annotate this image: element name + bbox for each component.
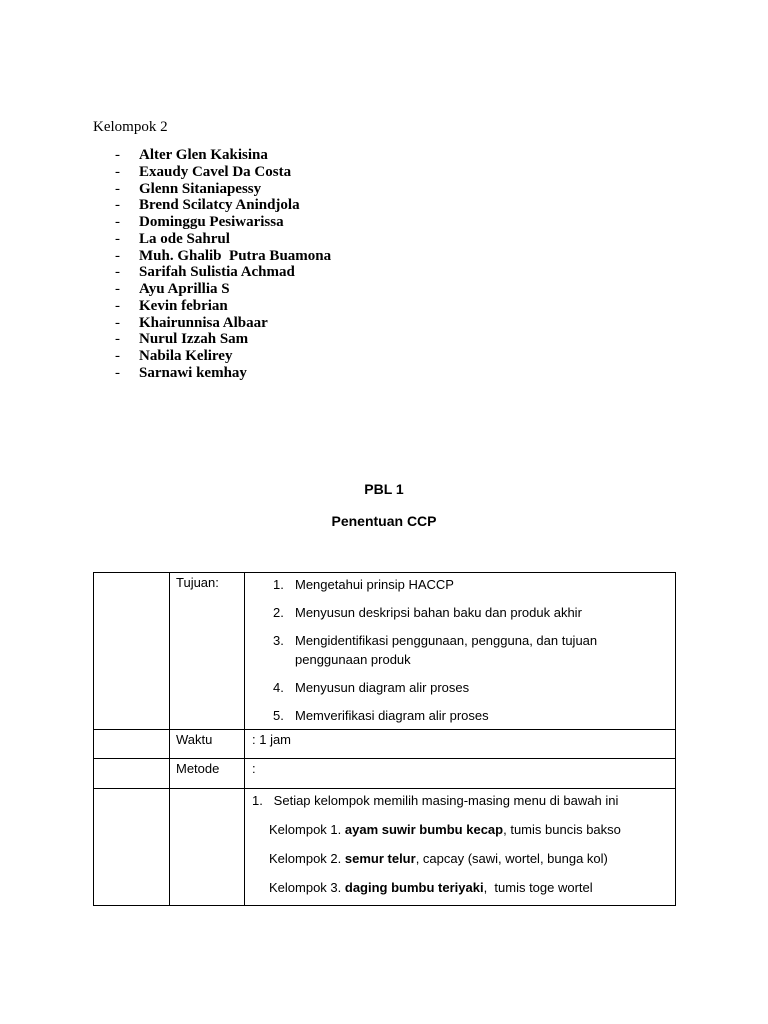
list-dash: - — [115, 214, 120, 230]
member-name: Kevin febrian — [139, 297, 228, 314]
item-text: Menyusun deskripsi bahan baku dan produk akhir — [295, 605, 582, 620]
table-row-tujuan — [94, 573, 676, 730]
empty-cell — [94, 759, 170, 789]
member-name: Alter Glen Kakisina — [139, 147, 268, 163]
list-dash: - — [115, 197, 120, 214]
table-row-method-detail — [94, 789, 676, 906]
member-name: Khairunnisa Albaar — [139, 314, 268, 331]
metode-label: Metode — [176, 761, 220, 776]
item-text: Menyusun diagram alir proses — [295, 680, 470, 695]
list-item — [115, 248, 331, 265]
method-detail-cell — [245, 789, 676, 906]
list-dash: - — [115, 264, 120, 281]
waktu-value: : 1 jam — [252, 732, 292, 747]
member-name: La ode Sahrul — [139, 230, 230, 247]
ccp-table — [93, 572, 676, 906]
list-item — [273, 631, 635, 669]
list-item — [115, 181, 331, 198]
list-dash: - — [115, 281, 120, 297]
menu-side-dish: , tumis buncis bakso — [503, 822, 621, 837]
menu-side-dish: , tumis toge wortel — [483, 880, 593, 895]
list-item — [115, 365, 331, 382]
member-name: Ayu Aprillia S — [139, 281, 230, 297]
empty-cell — [170, 789, 245, 906]
list-dash: - — [115, 163, 120, 180]
list-item — [115, 214, 331, 231]
list-item — [115, 331, 331, 348]
item-text: Mengidentifikasi penggunaan, pengguna, dan tujuan penggunaan produk — [295, 633, 598, 667]
metode-value: : — [252, 761, 256, 776]
item-text: Memverifikasi diagram alir proses — [295, 708, 489, 723]
list-item — [115, 298, 331, 315]
list-item — [273, 706, 675, 725]
method-step: 1. Setiap kelompok memilih masing-masing menu di bawah ini — [252, 793, 619, 808]
item-number: 2. — [273, 605, 284, 620]
list-item — [115, 281, 331, 298]
item-text: Mengetahui prinsip HACCP — [295, 577, 454, 592]
list-dash: - — [115, 147, 120, 163]
list-item — [115, 348, 331, 365]
member-name: Exaudy Cavel Da Costa — [139, 163, 292, 180]
method-block — [245, 789, 675, 905]
empty-cell — [94, 789, 170, 906]
menu-line — [252, 849, 675, 868]
item-number: 1. — [273, 577, 284, 592]
menu-main-dish: ayam suwir bumbu kecap — [344, 822, 504, 837]
metode-label-cell — [170, 759, 245, 789]
waktu-value-cell — [245, 730, 676, 759]
list-dash: - — [115, 331, 120, 348]
list-item — [115, 164, 331, 181]
list-item — [115, 197, 331, 214]
list-dash: - — [115, 314, 120, 331]
tujuan-label: Tujuan: — [176, 575, 219, 590]
item-number: 3. — [273, 633, 284, 648]
table-row-metode — [94, 759, 676, 789]
item-number: 4. — [273, 680, 284, 695]
tujuan-label-cell — [170, 573, 245, 730]
member-name: Dominggu Pesiwarissa — [139, 214, 284, 230]
waktu-label: Waktu — [176, 732, 213, 747]
member-name: Muh. Ghalib Putra Buamona — [139, 247, 332, 264]
pbl-subtitle: Penentuan CCP — [331, 513, 437, 529]
tujuan-items-cell — [245, 573, 676, 730]
list-dash: - — [115, 230, 120, 247]
list-dash: - — [115, 297, 120, 314]
list-dash: - — [115, 247, 120, 264]
metode-value-cell — [245, 759, 676, 789]
member-name: Sarnawi kemhay — [139, 364, 247, 381]
member-name: Nurul Izzah Sam — [139, 331, 249, 348]
empty-cell — [94, 573, 170, 730]
pbl-title: PBL 1 — [364, 481, 404, 497]
menu-line — [252, 820, 675, 839]
member-name: Brend Scilatcy Anindjola — [139, 197, 300, 214]
item-number: 5. — [273, 708, 284, 723]
list-item — [273, 575, 675, 594]
list-dash: - — [115, 348, 120, 364]
list-item — [273, 603, 675, 622]
list-item — [115, 147, 331, 164]
member-name: Sarifah Sulistia Achmad — [139, 264, 295, 281]
member-name: Glenn Sitaniapessy — [139, 180, 262, 197]
list-item — [115, 315, 331, 332]
empty-cell — [94, 730, 170, 759]
tujuan-list — [245, 573, 675, 729]
menu-side-dish: , capcay (sawi, wortel, bunga kol) — [415, 851, 608, 866]
menu-main-dish: daging bumbu teriyaki — [344, 880, 484, 895]
member-name: Nabila Kelirey — [139, 348, 233, 364]
menu-line — [252, 878, 675, 897]
waktu-label-cell — [170, 730, 245, 759]
menu-main-dish: semur telur — [344, 851, 416, 866]
list-dash: - — [115, 364, 120, 381]
group-title: Kelompok 2 — [93, 119, 168, 135]
table-row-waktu — [94, 730, 676, 759]
list-dash: - — [115, 180, 120, 197]
list-item — [273, 678, 675, 697]
menu-prefix: Kelompok 1. — [269, 822, 345, 837]
list-item — [115, 231, 331, 248]
menu-prefix: Kelompok 3. — [269, 880, 345, 895]
list-item — [115, 264, 331, 281]
menu-prefix: Kelompok 2. — [269, 851, 345, 866]
member-list — [115, 147, 331, 382]
